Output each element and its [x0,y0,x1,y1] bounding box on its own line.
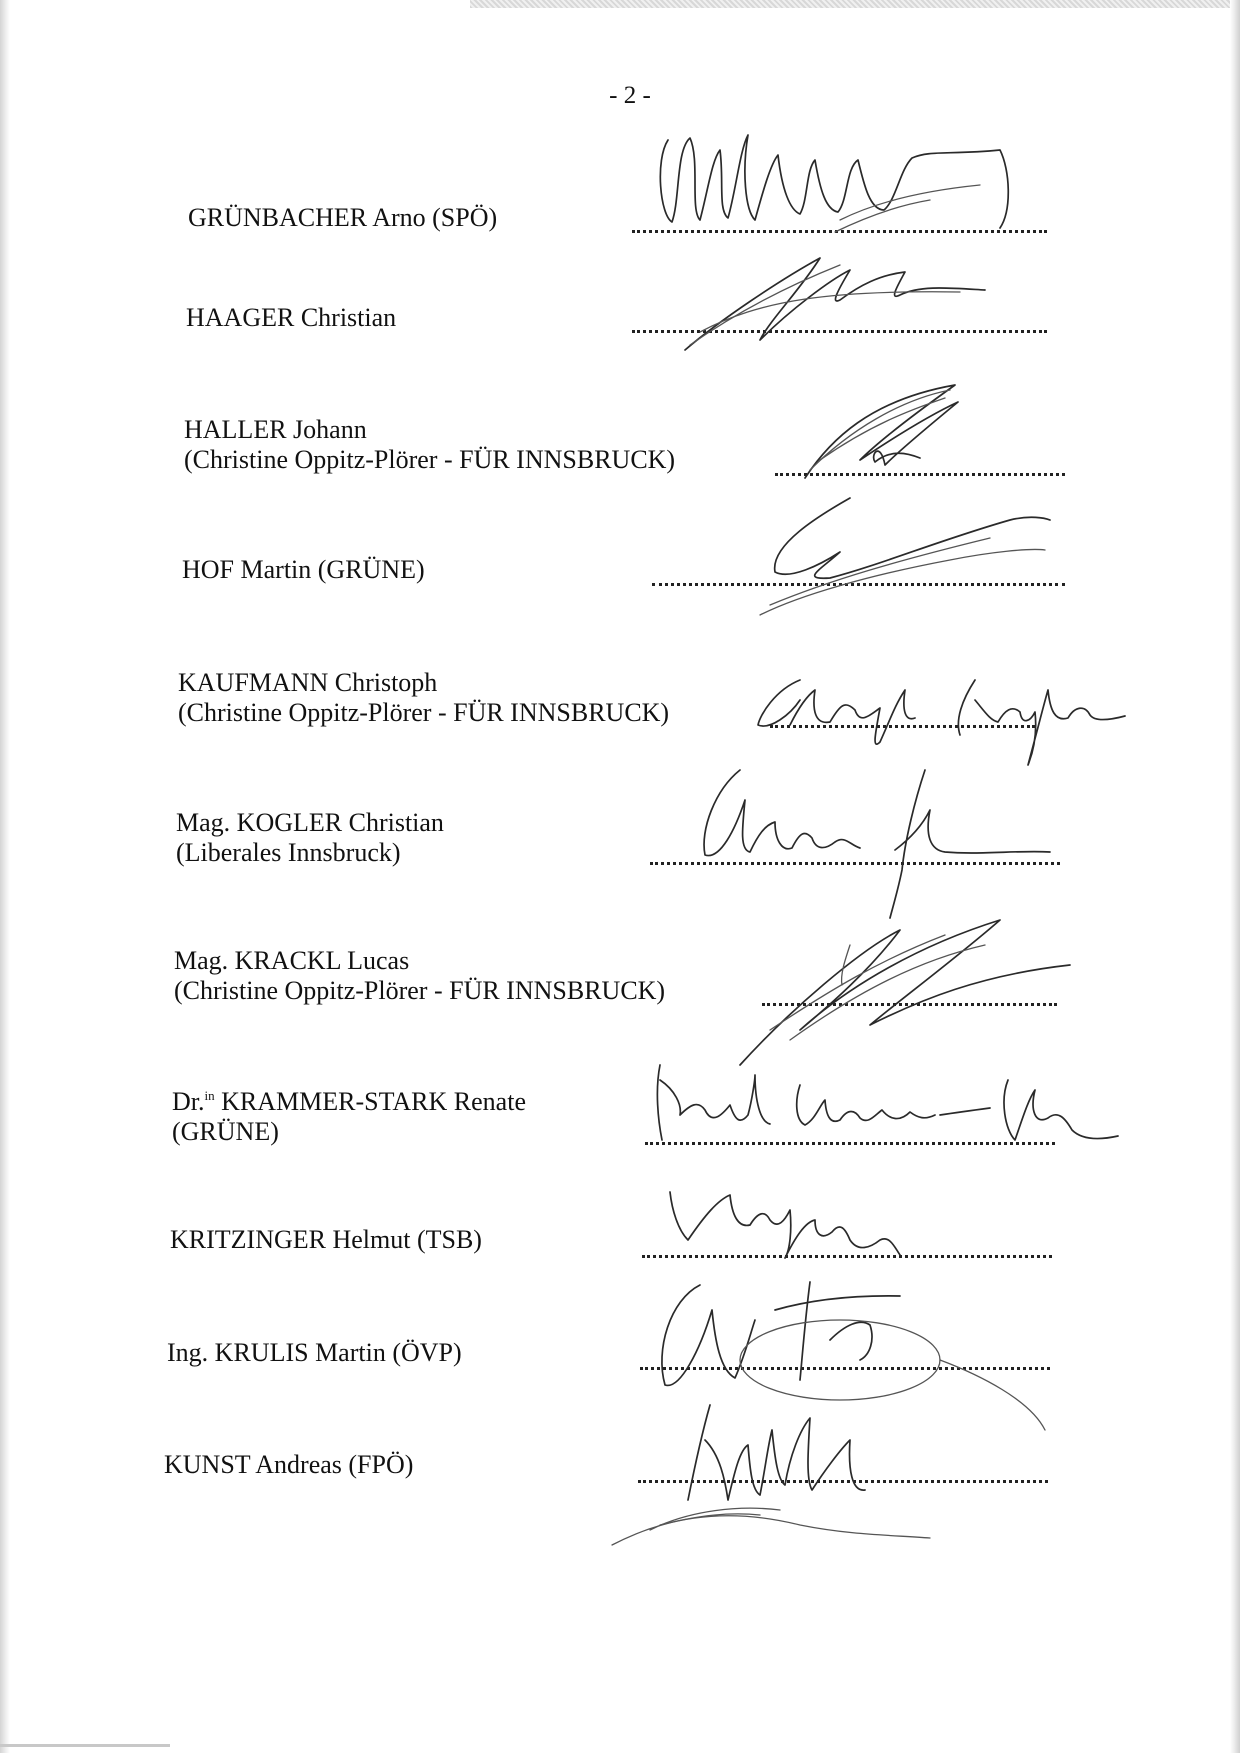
signature-kunst [612,1405,930,1545]
scan-edge [0,1744,170,1747]
signer-title: Mag. [174,946,229,975]
signer-affiliation: (Christine Oppitz-Plörer - FÜR INNSBRUCK) [174,976,666,1005]
signer-name: KAUFMANN Christoph [178,668,438,697]
signature-haller [805,385,958,478]
signer-name: HALLER Johann [184,415,367,444]
scan-edge [1230,0,1240,1753]
signature-line [632,230,1047,233]
signer-name: HOF Martin (GRÜNE) [182,555,425,584]
scan-edge [0,0,10,1753]
signature-krulis [662,1282,1045,1430]
signature-kaufmann [758,680,1125,765]
signer-block [176,808,444,868]
signer-name: KUNST Andreas (FPÖ) [164,1450,414,1479]
signer-block [172,1087,526,1147]
signer-affiliation: (Christine Oppitz-Plörer - FÜR INNSBRUCK) [178,698,670,727]
signer-block [170,1225,482,1255]
signer-name: KOGLER Christian [236,808,444,837]
signer-name: KRACKL Lucas [234,946,410,975]
signature-line [638,1480,1048,1483]
signature-kritzinger [670,1192,900,1258]
signature-grunbacher [660,135,1008,232]
signature-line [652,583,1065,586]
signature-line [775,473,1065,476]
signer-block [184,415,675,475]
signature-haager [685,258,985,350]
signer-block [186,303,396,333]
signature-line [645,1142,1055,1145]
signer-block [167,1338,462,1368]
signer-block [188,203,497,233]
signer-block [164,1450,413,1480]
signer-block [174,946,665,1006]
signature-line [650,862,1060,865]
signer-name: KRITZINGER Helmut (TSB) [170,1225,482,1254]
signer-block [182,555,425,585]
signature-krammer-stark [657,1065,1118,1140]
scan-edge [470,0,1240,8]
signature-line [770,725,1035,728]
signature-line [632,330,1047,333]
signature-line [640,1367,1050,1370]
signer-title: Ing. [167,1338,209,1367]
signer-title: Dr. [172,1087,205,1116]
signer-affiliation: (GRÜNE) [172,1117,279,1146]
signature-line [762,1003,1057,1006]
signer-affiliation: (Christine Oppitz-Plörer - FÜR INNSBRUCK) [184,445,676,474]
signature-line [642,1255,1052,1258]
signer-name: GRÜNBACHER Arno (SPÖ) [188,203,498,232]
signer-title: Mag. [176,808,231,837]
signer-name: KRULIS Martin (ÖVP) [214,1338,462,1367]
signer-block [178,668,669,728]
signature-krackl [740,920,1070,1065]
signer-name: KRAMMER-STARK Renate [221,1087,526,1116]
signer-title-superscript: in [204,1088,215,1103]
signature-hof [760,498,1050,615]
signer-name: HAAGER Christian [186,303,397,332]
signer-affiliation: (Liberales Innsbruck) [176,838,401,867]
signature-kogler [704,770,1050,918]
page-number: - 2 - [609,82,651,109]
